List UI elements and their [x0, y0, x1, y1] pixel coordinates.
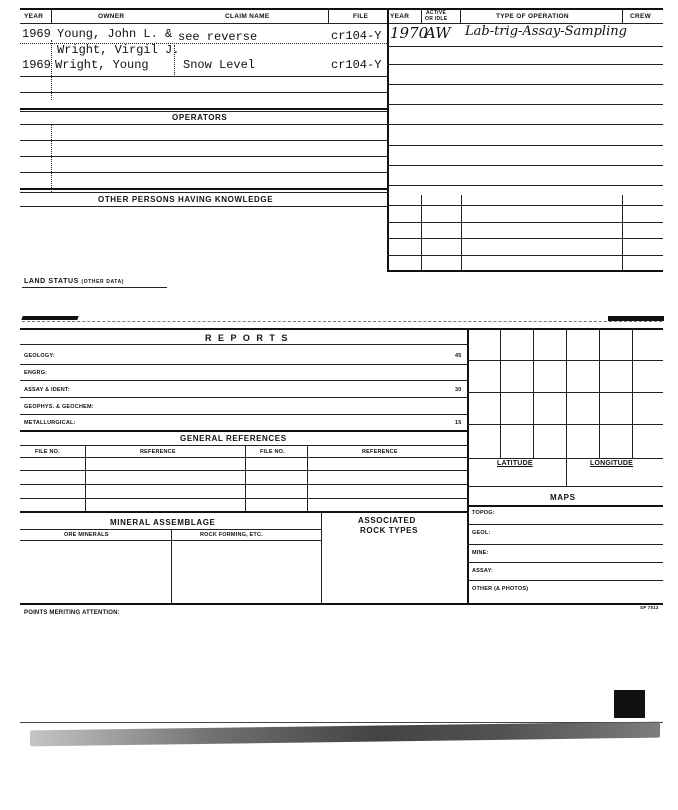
col-divider: [461, 195, 462, 270]
grid-line: [467, 486, 663, 487]
mineral-assemblage-title: MINERAL ASSEMBLAGE: [110, 518, 216, 527]
row-rule: [20, 470, 467, 471]
points-meriting-attention: POINTS MERITING ATTENTION:: [24, 610, 120, 616]
header-claim-name: CLAIM NAME: [225, 13, 270, 20]
report-assay: ASSAY & IDENT:: [24, 387, 70, 393]
grid-line: [500, 328, 501, 458]
claim-owner: Wright, Young: [55, 58, 149, 72]
col-divider: [51, 124, 52, 192]
row-rule: [20, 92, 387, 93]
row-rule: [20, 457, 467, 458]
right-rule: [387, 165, 663, 166]
col-divider: [51, 40, 52, 100]
header-year-2: YEAR: [390, 13, 410, 20]
ref-file-no: FILE NO.: [35, 449, 60, 455]
operators-title: OPERATORS: [172, 113, 228, 122]
maps-title: MAPS: [550, 493, 576, 502]
ref-reference: REFERENCE: [140, 449, 176, 455]
operation-status: AW: [425, 24, 451, 42]
right-rule: [387, 64, 663, 65]
rock-forming: ROCK FORMING, ETC.: [200, 532, 263, 538]
grid-line: [467, 424, 663, 425]
header-type-of-operation: TYPE OF OPERATION: [496, 13, 569, 20]
col-divider: [460, 8, 461, 23]
report-num: 30: [455, 387, 462, 393]
right-rule: [387, 185, 663, 186]
right-rule: [387, 84, 663, 85]
top-border: [20, 8, 663, 10]
right-rule: [387, 270, 663, 272]
row-rule: [20, 511, 467, 513]
other-persons-title: OTHER PERSONS HAVING KNOWLEDGE: [98, 195, 274, 204]
col-divider: [245, 445, 246, 511]
operators-top-rule: [20, 111, 387, 112]
grid-line: [467, 580, 663, 581]
col-divider: [622, 8, 623, 23]
row-rule: [20, 206, 387, 207]
report-metallurgical: METALLURGICAL:: [24, 420, 76, 426]
associated-title: ASSOCIATED: [358, 516, 416, 525]
general-references-title: GENERAL REFERENCES: [180, 434, 287, 443]
grid-line: [533, 328, 534, 458]
grid-line: [467, 392, 663, 393]
right-rule: [387, 46, 663, 47]
claim-owner: Wright, Virgil J.: [57, 43, 180, 57]
grid-line: [566, 328, 567, 458]
col-divider: [328, 8, 329, 23]
report-engrg: ENGRG:: [24, 370, 48, 376]
row-rule: [20, 430, 467, 432]
claim-name: see reverse: [178, 30, 258, 44]
form-number: SP 7513: [640, 605, 659, 610]
claim-year: 1969: [22, 58, 51, 72]
operation-type: Lab-trig-Assay-Sampling: [465, 24, 627, 39]
grid-line: [467, 360, 663, 361]
report-geology: GEOLOGY:: [24, 353, 55, 359]
ref-file-no-2: FILE NO.: [260, 449, 285, 455]
row-rule: [20, 124, 387, 125]
col-divider: [421, 195, 422, 270]
map-mine: MINE:: [472, 550, 489, 556]
row-rule: [20, 344, 467, 345]
row-rule: [20, 156, 387, 157]
col-divider: [307, 445, 308, 511]
row-rule: [20, 445, 467, 446]
claim-year: 1969: [22, 27, 51, 41]
report-geophys: GEOPHYS. & GEOCHEM:: [24, 404, 94, 410]
ref-reference-2: REFERENCE: [362, 449, 398, 455]
header-active: ACTIVE: [426, 10, 447, 16]
latitude-label: LATITUDE: [497, 460, 533, 467]
scan-noise-band: [30, 722, 660, 747]
operators-top-rule: [20, 108, 387, 110]
main-vertical-divider: [387, 8, 389, 270]
grid-line: [566, 458, 567, 486]
land-status-underline: [22, 287, 167, 288]
operation-year: 1970: [390, 24, 429, 42]
row-rule: [20, 188, 387, 190]
row-rule: [20, 140, 387, 141]
map-geol: GEOL:: [472, 530, 491, 536]
dashed-rule: [22, 321, 662, 322]
longitude-label: LONGITUDE: [590, 460, 634, 467]
report-num: 15: [455, 420, 462, 426]
map-other: OTHER (& PHOTOS): [472, 586, 529, 592]
grid-line: [467, 562, 663, 563]
row-rule: [20, 364, 467, 365]
map-topog: TOPOG:: [472, 510, 495, 516]
row-rule: [20, 76, 387, 77]
col-divider: [51, 8, 52, 23]
header-file: FILE: [353, 13, 369, 20]
report-num: 45: [455, 353, 462, 359]
row-rule: [20, 192, 387, 193]
rock-types-title: ROCK TYPES: [360, 526, 419, 535]
grid-line: [467, 544, 663, 545]
col-divider: [421, 8, 422, 23]
claim-name: Snow Level: [183, 58, 256, 72]
row-rule: [20, 172, 387, 173]
grid-line: [467, 458, 663, 459]
header-crew: CREW: [630, 13, 652, 20]
grid-line: [467, 524, 663, 525]
right-rule: [387, 104, 663, 105]
header-year: YEAR: [24, 13, 44, 20]
col-divider: [171, 529, 172, 604]
grid-line: [632, 328, 633, 458]
header-or-idle: OR IDLE: [425, 16, 448, 22]
land-status-title: LAND STATUS (OTHER DATA): [24, 278, 125, 285]
row-rule: [20, 498, 467, 499]
right-rule: [387, 145, 663, 146]
row-rule: [20, 484, 467, 485]
grid-line: [467, 505, 663, 507]
row-rule: [20, 380, 467, 381]
ink-smudge: [608, 316, 664, 321]
col-divider: [321, 511, 322, 604]
row-rule: [20, 603, 663, 605]
ink-smudge: [21, 316, 78, 320]
col-divider: [622, 195, 623, 270]
black-square-mark: [614, 690, 645, 718]
grid-line: [599, 328, 600, 458]
claim-file: cr104-Y: [331, 29, 382, 43]
map-assay: ASSAY:: [472, 568, 494, 574]
col-divider: [85, 445, 86, 511]
row-rule: [20, 397, 467, 398]
claim-file: cr104-Y: [331, 58, 382, 72]
reports-title: R E P O R T S: [205, 333, 290, 343]
col-divider: [174, 45, 175, 75]
ore-minerals: ORE MINERALS: [64, 532, 109, 538]
right-rule: [387, 124, 663, 125]
claim-owner: Young, John L. &: [57, 27, 173, 41]
header-owner: OWNER: [98, 13, 125, 20]
row-rule: [20, 414, 467, 415]
